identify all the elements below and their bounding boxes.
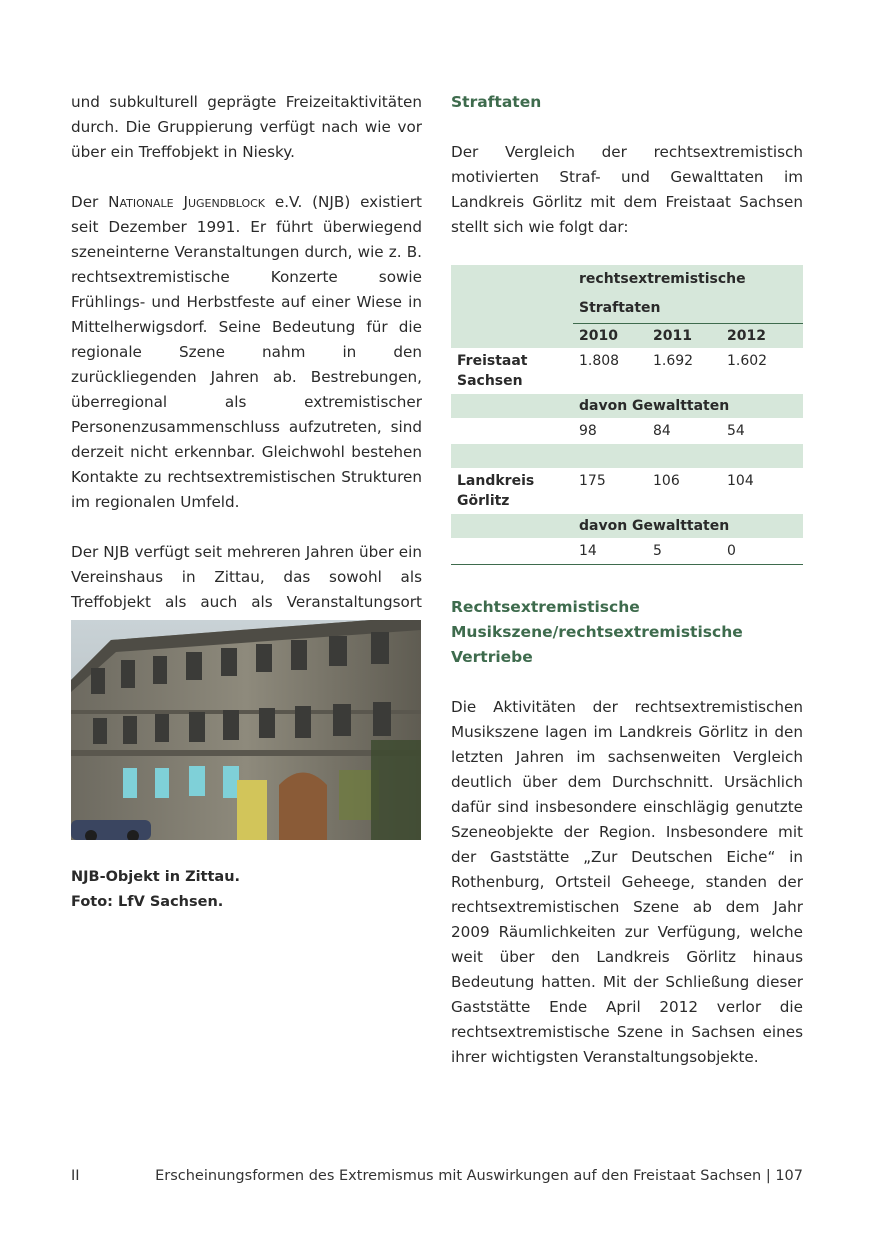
building-image	[71, 620, 421, 840]
year-cell: 2012	[721, 324, 803, 349]
text: Der	[71, 193, 99, 211]
left-column	[71, 90, 422, 640]
value-cell: 1.808	[579, 353, 620, 369]
building-photo	[71, 620, 421, 840]
value-cell: 1.692	[653, 353, 694, 369]
value-cell: 106	[653, 473, 680, 489]
running-title: Erscheinungsformen des Extremismus mit Auswirkungen auf den Freistaat Sachsen | 107	[155, 1168, 803, 1184]
value-cell: 98	[579, 423, 597, 439]
year-row	[451, 324, 803, 349]
section-number: II	[71, 1168, 80, 1184]
subheader-row	[451, 394, 803, 418]
year-cell: 2010	[573, 324, 647, 349]
row-label: Landkreis Görlitz	[457, 473, 535, 509]
paragraph: und subkulturell geprägte Freizeitaktivitäten durch. Die Gruppierung verfügt nach wie vor über ein Treffobjekt in Niesky.	[71, 93, 422, 161]
value-cell: 0	[721, 538, 803, 565]
photo-caption	[71, 865, 421, 915]
row-label: Freistaat Sachsen	[457, 353, 528, 389]
group-header: rechtsextremistische Straftaten	[573, 265, 803, 324]
table-header-row	[451, 265, 803, 324]
section-heading-straftaten: Straftaten	[451, 93, 542, 111]
table-row	[451, 468, 803, 514]
value-cell: 54	[727, 423, 745, 439]
caption-credit: Foto: LfV Sachsen.	[71, 894, 224, 910]
empty-cell	[451, 265, 573, 324]
empty-cell	[451, 324, 573, 349]
spacer-row	[451, 444, 803, 468]
straftaten-table	[451, 265, 803, 565]
right-column	[451, 90, 803, 1070]
sub-header: davon Gewalttaten	[573, 394, 803, 418]
value-cell: 14	[573, 538, 647, 565]
value-cell: 84	[653, 423, 671, 439]
paragraph: Der NJB verfügt seit mehreren Jahren über ein Vereinshaus in Zittau, das sowohl als Treffobjekt als auch als Veranstaltungsort	[71, 543, 422, 611]
value-cell: 1.602	[727, 353, 768, 369]
paragraph: Die Aktivitäten der rechtsextremistischen Musikszene lagen im Landkreis Görlitz in den letzten Jahren im sachsenweiten Vergleich deutlich über dem Durchschnitt. Ursächlich dafür sind insbesondere einschlägig genutzte Szeneobjekte der Region. Insbesondere mit der Gaststätte „Zur Deutschen Eiche“ in Rothenburg, Ortsteil Geheege, standen der rechtsextremistischen Szene ab dem Jahr 2009 Räumlichkeiten zur Verfügung, welche weit über den Landkreis Görlitz hinaus Bedeutung hatten. Mit der Schließung dieser Gaststätte Ende April 2012 verlor die rechtsextremistische Szene in Sachsen eines ihrer wichtigsten Veranstaltungsobjekte.	[451, 698, 803, 1066]
table-row	[451, 348, 803, 394]
organization-name: Nationale Jugendblock	[108, 193, 266, 211]
value-cell: 175	[579, 473, 606, 489]
caption-line: NJB-Objekt in Zittau.	[71, 869, 241, 885]
section-heading-musikszene: Rechtsextremistische Musikszene/rechtsextremistische Vertriebe	[451, 598, 743, 666]
year-cell: 2011	[647, 324, 721, 349]
table-row	[451, 418, 803, 444]
value-cell: 5	[647, 538, 721, 565]
paragraph: Der Vergleich der rechtsextremistisch motivierten Straf- und Gewalttaten im Landkreis Görlitz mit dem Freistaat Sachsen stellt sich wie folgt dar:	[451, 143, 803, 236]
sub-header: davon Gewalttaten	[573, 514, 803, 538]
value-cell: 104	[727, 473, 754, 489]
subheader-row	[451, 514, 803, 538]
paragraph-njb	[71, 190, 422, 515]
table-row	[451, 538, 803, 565]
text: e.V. (NJB) existiert seit Dezember 1991. Er führt überwiegend szeneinterne Veranstaltungen durch, wie z. B. rechtsextremistische Konzerte sowie Frühlings- und Herbstfeste auf einer Wiese in Mittelherwigsdorf. Seine Bedeutung für die regionale Szene nahm in den zurückliegenden Jahren ab. Bestrebungen, überregional als extremistischer Personenzusammenschluss aufzutreten, sind derzeit nicht erkennbar. Gleichwohl bestehen Kontakte zu rechtsextremistischen Strukturen im regionalen Umfeld.	[71, 193, 422, 511]
